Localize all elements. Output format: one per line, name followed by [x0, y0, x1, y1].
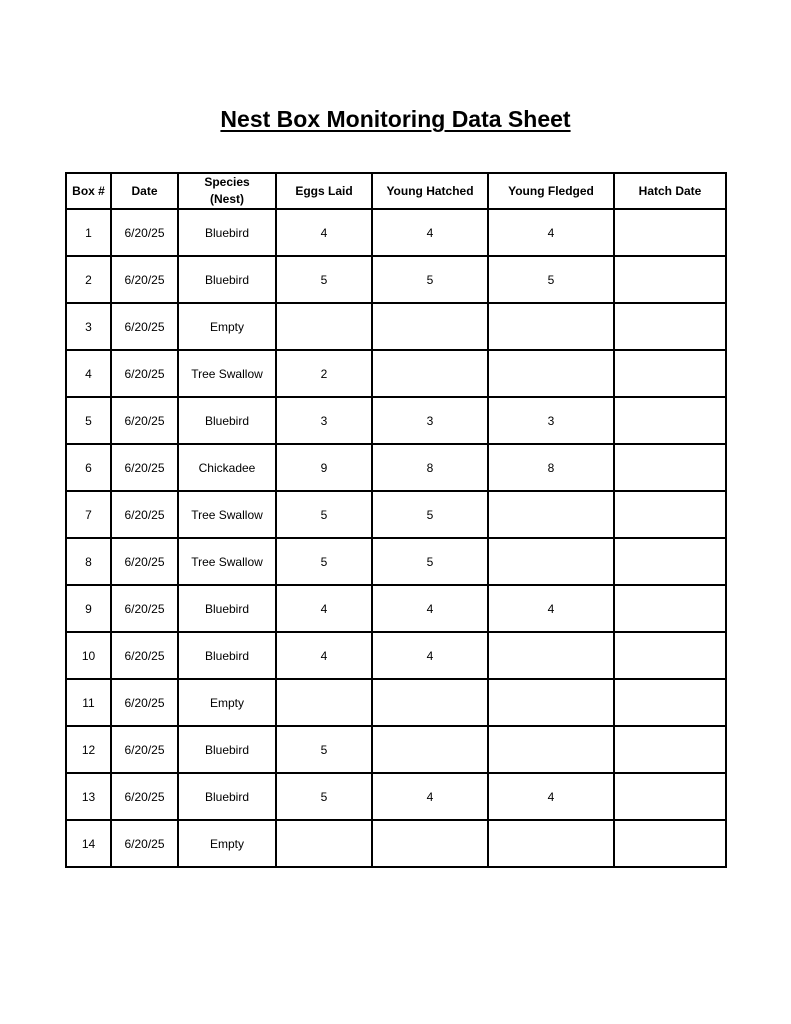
cell-species: Bluebird: [178, 773, 276, 820]
header-hatch-date: Hatch Date: [614, 173, 726, 209]
cell-hatch-date: [614, 397, 726, 444]
cell-eggs-laid: 2: [276, 350, 372, 397]
cell-date: 6/20/25: [111, 209, 178, 256]
cell-young-fledged: [488, 491, 614, 538]
cell-young-fledged: 5: [488, 256, 614, 303]
table-row: [66, 726, 726, 773]
cell-species: Empty: [178, 820, 276, 867]
cell-box-number: 11: [66, 679, 111, 726]
cell-young-fledged: [488, 538, 614, 585]
cell-box-number: 12: [66, 726, 111, 773]
cell-box-number: 1: [66, 209, 111, 256]
header-eggs-laid: Eggs Laid: [276, 173, 372, 209]
cell-hatch-date: [614, 726, 726, 773]
cell-date: 6/20/25: [111, 679, 178, 726]
cell-young-hatched: 5: [372, 256, 488, 303]
cell-young-hatched: 5: [372, 491, 488, 538]
cell-species: Empty: [178, 303, 276, 350]
header-young-hatched: Young Hatched: [372, 173, 488, 209]
cell-date: 6/20/25: [111, 444, 178, 491]
table-body: [66, 209, 726, 867]
cell-hatch-date: [614, 444, 726, 491]
table-row: [66, 256, 726, 303]
cell-young-fledged: [488, 820, 614, 867]
cell-hatch-date: [614, 538, 726, 585]
cell-date: 6/20/25: [111, 538, 178, 585]
cell-date: 6/20/25: [111, 820, 178, 867]
cell-date: 6/20/25: [111, 491, 178, 538]
cell-eggs-laid: 5: [276, 491, 372, 538]
cell-young-hatched: [372, 350, 488, 397]
header-species: [178, 173, 276, 209]
nest-box-data-table: [65, 172, 727, 868]
cell-box-number: 6: [66, 444, 111, 491]
cell-species: Tree Swallow: [178, 538, 276, 585]
cell-young-fledged: 3: [488, 397, 614, 444]
cell-species: Bluebird: [178, 726, 276, 773]
table-row: [66, 350, 726, 397]
header-species-line1: Species: [204, 175, 250, 189]
cell-young-hatched: 5: [372, 538, 488, 585]
cell-species: Bluebird: [178, 632, 276, 679]
table-header-row: [66, 173, 726, 209]
cell-eggs-laid: 9: [276, 444, 372, 491]
cell-date: 6/20/25: [111, 397, 178, 444]
cell-young-fledged: [488, 303, 614, 350]
table-row: [66, 444, 726, 491]
cell-eggs-laid: 5: [276, 256, 372, 303]
cell-hatch-date: [614, 209, 726, 256]
cell-eggs-laid: 5: [276, 773, 372, 820]
header-species-line2: (Nest): [209, 192, 244, 206]
cell-eggs-laid: [276, 679, 372, 726]
cell-eggs-laid: 3: [276, 397, 372, 444]
cell-eggs-laid: 5: [276, 538, 372, 585]
cell-hatch-date: [614, 303, 726, 350]
cell-box-number: 8: [66, 538, 111, 585]
page-title: Nest Box Monitoring Data Sheet: [220, 106, 571, 132]
cell-box-number: 9: [66, 585, 111, 632]
cell-date: 6/20/25: [111, 350, 178, 397]
cell-box-number: 3: [66, 303, 111, 350]
header-date: Date: [111, 173, 178, 209]
table-row: [66, 491, 726, 538]
cell-date: 6/20/25: [111, 585, 178, 632]
cell-eggs-laid: 4: [276, 632, 372, 679]
cell-box-number: 2: [66, 256, 111, 303]
cell-species: Tree Swallow: [178, 491, 276, 538]
cell-box-number: 10: [66, 632, 111, 679]
cell-box-number: 13: [66, 773, 111, 820]
cell-hatch-date: [614, 256, 726, 303]
cell-species: Tree Swallow: [178, 350, 276, 397]
cell-hatch-date: [614, 585, 726, 632]
cell-young-hatched: 4: [372, 632, 488, 679]
table-row: [66, 397, 726, 444]
cell-young-fledged: [488, 726, 614, 773]
cell-species: Chickadee: [178, 444, 276, 491]
cell-date: 6/20/25: [111, 773, 178, 820]
table-row: [66, 538, 726, 585]
cell-young-fledged: 4: [488, 585, 614, 632]
cell-young-hatched: 4: [372, 209, 488, 256]
cell-eggs-laid: [276, 303, 372, 350]
table-row: [66, 773, 726, 820]
cell-young-fledged: [488, 679, 614, 726]
cell-young-hatched: [372, 679, 488, 726]
cell-young-hatched: 4: [372, 773, 488, 820]
cell-box-number: 7: [66, 491, 111, 538]
cell-date: 6/20/25: [111, 303, 178, 350]
cell-date: 6/20/25: [111, 632, 178, 679]
table-row: [66, 303, 726, 350]
cell-hatch-date: [614, 679, 726, 726]
cell-date: 6/20/25: [111, 256, 178, 303]
table-row: [66, 585, 726, 632]
cell-young-fledged: [488, 350, 614, 397]
cell-young-fledged: 4: [488, 209, 614, 256]
cell-date: 6/20/25: [111, 726, 178, 773]
cell-young-hatched: [372, 303, 488, 350]
cell-hatch-date: [614, 632, 726, 679]
cell-box-number: 4: [66, 350, 111, 397]
cell-species: Bluebird: [178, 397, 276, 444]
cell-hatch-date: [614, 350, 726, 397]
cell-young-hatched: [372, 820, 488, 867]
table-row: [66, 632, 726, 679]
cell-hatch-date: [614, 820, 726, 867]
table-row: [66, 820, 726, 867]
cell-box-number: 5: [66, 397, 111, 444]
header-young-fledged: Young Fledged: [488, 173, 614, 209]
table-row: [66, 209, 726, 256]
cell-young-fledged: 4: [488, 773, 614, 820]
cell-species: Bluebird: [178, 585, 276, 632]
cell-young-fledged: 8: [488, 444, 614, 491]
header-box-number: Box #: [66, 173, 111, 209]
cell-young-hatched: 3: [372, 397, 488, 444]
cell-species: Empty: [178, 679, 276, 726]
cell-young-hatched: [372, 726, 488, 773]
cell-species: Bluebird: [178, 209, 276, 256]
cell-young-hatched: 8: [372, 444, 488, 491]
cell-species: Bluebird: [178, 256, 276, 303]
cell-box-number: 14: [66, 820, 111, 867]
cell-young-fledged: [488, 632, 614, 679]
cell-young-hatched: 4: [372, 585, 488, 632]
table-row: [66, 679, 726, 726]
cell-eggs-laid: 4: [276, 209, 372, 256]
cell-eggs-laid: [276, 820, 372, 867]
cell-hatch-date: [614, 773, 726, 820]
cell-eggs-laid: 4: [276, 585, 372, 632]
cell-eggs-laid: 5: [276, 726, 372, 773]
cell-hatch-date: [614, 491, 726, 538]
